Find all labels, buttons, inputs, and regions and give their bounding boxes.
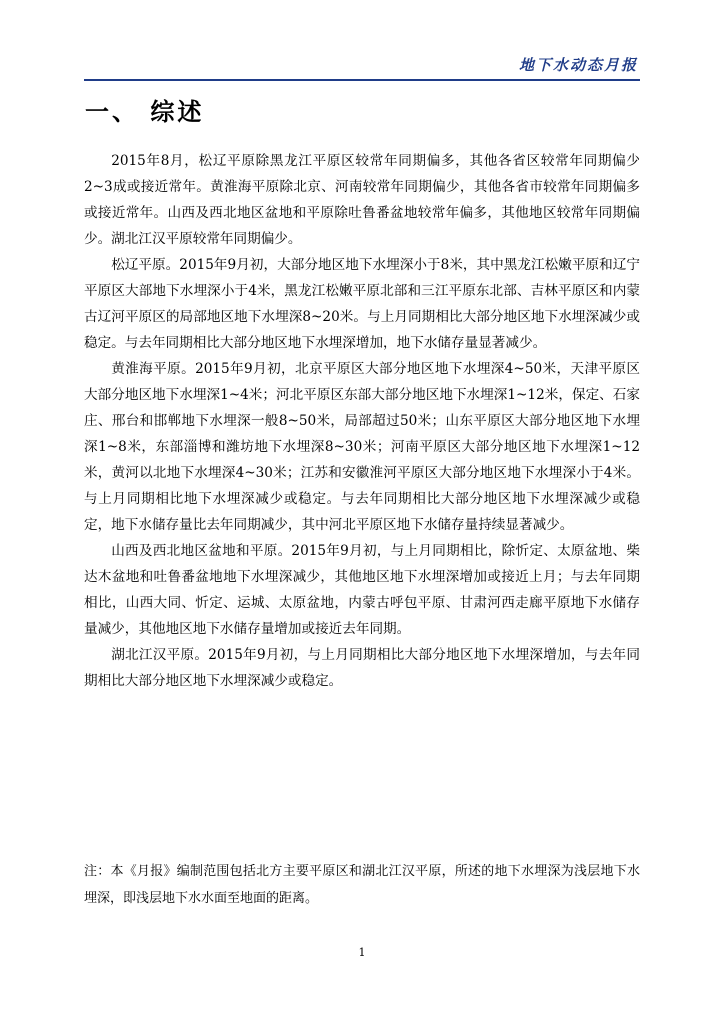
- paragraph-huanghuaihai: 黄淮海平原。2015年9月初，北京平原区大部分地区地下水埋深4~50米，天津平原区大部分地区地下水埋深1~4米；河北平原区东部大部分地区地下水埋深1~12米，保定、石家庄、邢台和邯郸地下水埋深一般8~50米，局部超过50米；山东平原区大部分地区地下水埋深1~8米，东部淄博和潍坊地下水埋深8~30米；河南平原区大部分地区地下水埋深1~12米，黄河以北地下水埋深4~30米；江苏和安徽淮河平原区大部分地区地下水埋深小于4米。与上月同期相比地下水埋深减少或稳定。与去年同期相比大部分地区地下水埋深减少或稳定，地下水储存量比去年同期减少，其中河北平原区地下水储存量持续显著减少。: [84, 361, 640, 533]
- summary-body: [84, 148, 640, 694]
- paragraph-shanxi-northwest: 山西及西北地区盆地和平原。2015年9月初，与上月同期相比，除忻定、太原盆地、柴达木盆地和吐鲁番盆地地下水埋深减少，其他地区地下水埋深增加或接近上月；与去年同期相比，山西大同、忻定、运城、太原盆地，内蒙古呼包平原、甘肃河西走廊平原地下水储存量减少，其他地区地下水储存量增加或接近去年同期。: [84, 543, 640, 637]
- page-number: 1: [358, 946, 366, 959]
- footnote: 注：本《月报》编制范围包括北方主要平原区和湖北江汉平原，所述的地下水埋深为浅层地下水埋深，即浅层地下水水面至地面的距离。: [84, 864, 640, 906]
- section-heading: 一、 综述: [85, 98, 205, 126]
- paragraph-jianghan: 湖北江汉平原。2015年9月初，与上月同期相比大部分地区地下水埋深增加，与去年同期相比大部分地区地下水埋深减少或稳定。: [84, 647, 640, 689]
- paragraph-precipitation: 2015年8月，松辽平原除黑龙江平原区较常年同期偏多，其他各省区较常年同期偏少2~3成或接近常年。黄淮海平原除北京、河南较常年同期偏少，其他各省市较常年同期偏多或接近常年。山西及西北地区盆地和平原除吐鲁番盆地较常年偏多，其他地区较常年同期偏少。湖北江汉平原较常年同期偏少。: [84, 153, 640, 247]
- header-divider: [84, 79, 640, 81]
- paragraph-songliao: 松辽平原。2015年9月初，大部分地区地下水埋深小于8米，其中黑龙江松嫩平原和辽宁平原区大部地下水埋深小于4米，黑龙江松嫩平原北部和三江平原东北部、吉林平原区和内蒙古辽河平原区的局部地区地下水埋深8~20米。与上月同期相比大部分地区地下水埋深减少或稳定。与去年同期相比大部分地区地下水埋深增加，地下水储存量显著减少。: [84, 257, 640, 351]
- report-title: 地下水动态月报: [518, 56, 638, 74]
